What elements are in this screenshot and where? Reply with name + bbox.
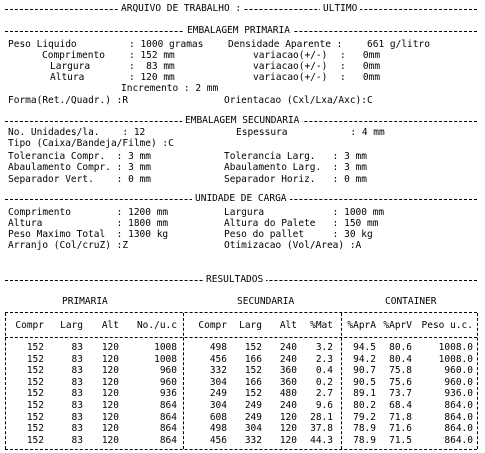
comprimento-label: Comprimento xyxy=(42,50,105,61)
cell-alt: 120 xyxy=(101,388,119,400)
cell-peso-uc: 1008.0 xyxy=(438,353,473,365)
espessura: Espessura : 4 mm xyxy=(236,127,385,138)
cell-alt: 120 xyxy=(101,400,119,411)
cell-compr: 152 xyxy=(26,388,44,400)
cell-sec-alt: 240 xyxy=(279,342,297,353)
orientacao: Orientacao (Cxl/Lxa/Axc):C xyxy=(224,95,373,106)
cell-sec-compr: 498 xyxy=(209,423,227,435)
cell-alt: 120 xyxy=(101,434,119,446)
cell-sec-alt: 240 xyxy=(279,400,297,411)
cell-sec-alt: 120 xyxy=(279,434,297,446)
largura-label: Largura xyxy=(50,61,91,72)
altura-value: : 120 mm xyxy=(129,72,175,83)
carga-altura: Altura : 1800 mm xyxy=(8,218,169,229)
carga-altura-palete: Altura do Palete : 150 mm xyxy=(224,218,379,229)
cell-mat: 9.6 xyxy=(315,400,333,411)
comprimento-value: : 152 mm xyxy=(129,50,175,61)
cell-alt: 120 xyxy=(101,365,119,377)
cell-sec-larg: 166 xyxy=(244,353,262,365)
abaul-compr: Abaulamento Compr. : 3 mm xyxy=(8,162,151,173)
cell-sec-larg: 152 xyxy=(244,365,262,377)
cell-mat: 3.2 xyxy=(315,342,333,353)
cell-mat: 2.7 xyxy=(315,388,333,400)
peso-max: Peso Maximo Total : 1300 kg xyxy=(8,229,169,240)
cell-mat: 44.3 xyxy=(310,434,333,446)
largura-value: : 83 mm xyxy=(129,61,175,72)
cell-mat: 0.4 xyxy=(315,365,333,377)
cell-larg: 83 xyxy=(71,353,83,365)
cell-sec-alt: 120 xyxy=(279,423,297,435)
cell-no-uc: 960 xyxy=(159,376,177,388)
cell-apra: 89.1 xyxy=(353,388,376,400)
cell-compr: 152 xyxy=(26,434,44,446)
col-header-aprv: %AprV xyxy=(383,320,412,331)
variacao-value-2: : 0mm xyxy=(340,61,381,72)
cell-aprv: 71.8 xyxy=(389,411,412,423)
col-header-sec-alt: Alt xyxy=(279,320,297,331)
carga-largura: Largura : 1000 mm xyxy=(224,207,385,218)
cell-no-uc: 864 xyxy=(159,411,177,423)
cell-sec-compr: 332 xyxy=(209,365,227,377)
tol-larg: Tolerancia Larg. : 3 mm xyxy=(224,151,367,162)
cell-aprv: 80.4 xyxy=(389,353,412,365)
cell-larg: 83 xyxy=(71,423,83,435)
cell-no-uc: 1008 xyxy=(154,342,177,353)
cell-no-uc: 960 xyxy=(159,365,177,377)
cell-apra: 78.9 xyxy=(353,434,376,446)
cell-aprv: 71.6 xyxy=(389,423,412,435)
col-header-apra: %AprA xyxy=(347,320,376,331)
cell-sec-compr: 304 xyxy=(209,376,227,388)
cell-mat: 28.1 xyxy=(310,411,333,423)
cell-alt: 120 xyxy=(101,353,119,365)
altura-label: Altura xyxy=(50,72,85,83)
cell-mat: 37.8 xyxy=(310,423,333,435)
cell-sec-compr: 456 xyxy=(209,434,227,446)
densidade-value: 661 g/litro xyxy=(367,39,430,50)
cell-larg: 83 xyxy=(71,365,83,377)
cell-larg: 83 xyxy=(71,400,83,411)
cell-sec-alt: 480 xyxy=(279,388,297,400)
sep-horiz: Separador Horiz. : 0 mm xyxy=(224,174,367,185)
col-header-larg: Larg xyxy=(60,320,83,331)
incremento: Incremento : 2 mm xyxy=(121,83,219,94)
group-primaria: PRIMARIA xyxy=(62,296,108,307)
col-header-no-uc: No./u.c xyxy=(136,320,177,331)
secundaria-title: EMBALAGEM SECUNDARIA xyxy=(182,115,302,126)
variacao-label-1: variacao(+/-) xyxy=(253,50,328,61)
variacao-value-3: : 0mm xyxy=(340,72,381,83)
cell-apra: 94.2 xyxy=(353,353,376,365)
variacao-label-2: variacao(+/-) xyxy=(253,61,328,72)
cell-alt: 120 xyxy=(101,423,119,435)
table-top-rule xyxy=(5,312,477,313)
cell-sec-alt: 360 xyxy=(279,365,297,377)
col-header-peso-uc: Peso u.c. xyxy=(421,320,473,331)
cell-aprv: 75.6 xyxy=(389,376,412,388)
cell-apra: 94.5 xyxy=(353,342,376,353)
cell-compr: 152 xyxy=(26,365,44,377)
cell-compr: 152 xyxy=(26,342,44,353)
cell-sec-compr: 498 xyxy=(209,342,227,353)
cell-no-uc: 864 xyxy=(159,434,177,446)
variacao-label-3: variacao(+/-) xyxy=(253,72,328,83)
cell-sec-larg: 166 xyxy=(244,376,262,388)
ultimo-label: ULTIMO xyxy=(320,3,360,14)
arranjo: Arranjo (Col/cruZ) :Z xyxy=(8,240,129,251)
cell-no-uc: 864 xyxy=(159,400,177,411)
peso-liquido-label: Peso Liquido xyxy=(8,39,77,50)
resultados-title: RESULTADOS xyxy=(203,274,266,285)
otimizacao: Otimizacao (Vol/Area) :A xyxy=(224,240,362,251)
cell-compr: 152 xyxy=(26,400,44,411)
cell-sec-compr: 304 xyxy=(209,400,227,411)
cell-larg: 83 xyxy=(71,434,83,446)
cell-sec-larg: 152 xyxy=(244,388,262,400)
cell-no-uc: 1008 xyxy=(154,353,177,365)
table-vline-right xyxy=(477,313,478,449)
cell-compr: 152 xyxy=(26,353,44,365)
carga-title: UNIDADE DE CARGA xyxy=(192,193,290,204)
cell-sec-alt: 240 xyxy=(279,353,297,365)
cell-sec-compr: 249 xyxy=(209,388,227,400)
cell-apra: 80.2 xyxy=(353,400,376,411)
cell-larg: 83 xyxy=(71,411,83,423)
tol-compr: Tolerancia Compr. : 3 mm xyxy=(8,151,151,162)
cell-aprv: 71.5 xyxy=(389,434,412,446)
cell-peso-uc: 864.0 xyxy=(444,400,473,411)
col-header-mat: %Mat xyxy=(310,320,333,331)
cell-apra: 90.5 xyxy=(353,376,376,388)
cell-apra: 90.7 xyxy=(353,365,376,377)
cell-peso-uc: 1008.0 xyxy=(438,342,473,353)
cell-alt: 120 xyxy=(101,342,119,353)
cell-sec-larg: 152 xyxy=(244,342,262,353)
cell-mat: 0.2 xyxy=(315,376,333,388)
densidade-label: Densidade Aparente : xyxy=(228,39,343,50)
cell-apra: 78.9 xyxy=(353,423,376,435)
cell-no-uc: 864 xyxy=(159,423,177,435)
cell-sec-larg: 249 xyxy=(244,400,262,411)
peso-pallet: Peso do pallet : 30 kg xyxy=(224,229,373,240)
cell-aprv: 73.7 xyxy=(389,388,412,400)
cell-aprv: 68.4 xyxy=(389,400,412,411)
cell-sec-compr: 608 xyxy=(209,411,227,423)
cell-larg: 83 xyxy=(71,376,83,388)
cell-peso-uc: 864.0 xyxy=(444,423,473,435)
cell-compr: 152 xyxy=(26,423,44,435)
cell-sec-larg: 304 xyxy=(244,423,262,435)
cell-aprv: 75.8 xyxy=(389,365,412,377)
cell-sec-larg: 332 xyxy=(244,434,262,446)
cell-apra: 79.2 xyxy=(353,411,376,423)
group-container: CONTAINER xyxy=(385,296,437,307)
cell-peso-uc: 864.0 xyxy=(444,434,473,446)
carga-comprimento: Comprimento : 1200 mm xyxy=(8,207,169,218)
cell-peso-uc: 960.0 xyxy=(444,365,473,377)
cell-peso-uc: 864.0 xyxy=(444,411,473,423)
cell-sec-alt: 360 xyxy=(279,376,297,388)
cell-compr: 152 xyxy=(26,376,44,388)
abaul-larg: Abaulamento Larg. : 3 mm xyxy=(224,162,367,173)
cell-aprv: 80.6 xyxy=(389,342,412,353)
peso-liquido-value: : 1000 gramas xyxy=(129,39,204,50)
cell-peso-uc: 960.0 xyxy=(444,376,473,388)
group-secundaria: SECUNDARIA xyxy=(237,296,295,307)
arquivo-label: ARQUIVO DE TRABALHO : xyxy=(118,3,244,14)
cell-no-uc: 936 xyxy=(159,388,177,400)
cell-sec-larg: 249 xyxy=(244,411,262,423)
cell-sec-alt: 120 xyxy=(279,411,297,423)
cell-mat: 2.3 xyxy=(315,353,333,365)
forma: Forma(Ret./Quadr.) :R xyxy=(8,95,129,106)
tipo: Tipo (Caixa/Bandeja/Filme) :C xyxy=(8,138,174,149)
col-header-compr: Compr xyxy=(15,320,44,331)
primaria-title: EMBALAGEM PRIMARIA xyxy=(184,25,293,36)
table-bottom-rule xyxy=(5,449,477,450)
sep-vert: Separador Vert. : 0 mm xyxy=(8,174,151,185)
cell-alt: 120 xyxy=(101,376,119,388)
cell-larg: 83 xyxy=(71,342,83,353)
table-header-rule xyxy=(5,337,477,338)
col-header-sec-larg: Larg xyxy=(239,320,262,331)
cell-compr: 152 xyxy=(26,411,44,423)
variacao-value-1: : 0mm xyxy=(340,50,381,61)
col-header-alt: Alt xyxy=(101,320,119,331)
col-header-sec-compr: Compr xyxy=(198,320,227,331)
cell-larg: 83 xyxy=(71,388,83,400)
cell-alt: 120 xyxy=(101,411,119,423)
unidades: No. Unidades/la. : 12 xyxy=(8,127,146,138)
cell-sec-compr: 456 xyxy=(209,353,227,365)
cell-peso-uc: 936.0 xyxy=(444,388,473,400)
